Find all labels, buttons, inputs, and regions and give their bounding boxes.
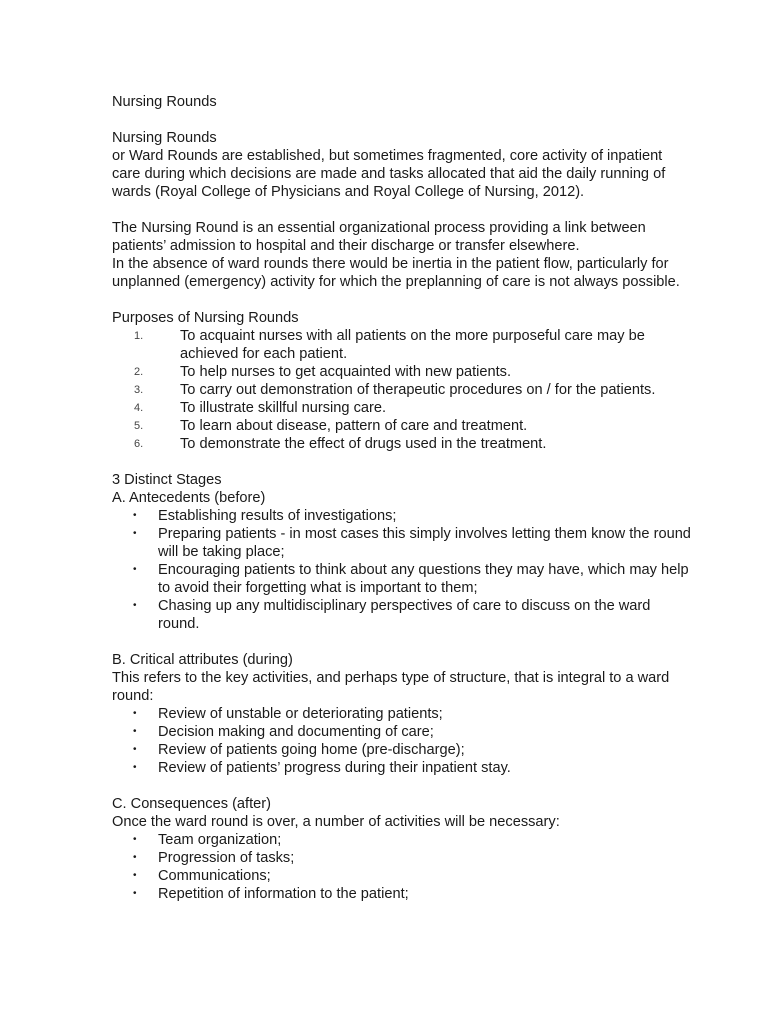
list-item-text: Communications; (158, 868, 271, 884)
consequences-list (112, 831, 692, 903)
list-item (112, 381, 692, 399)
list-item-text: Decision making and documenting of care; (158, 724, 434, 740)
list-item-text: Progression of tasks; (158, 850, 295, 866)
bullet-icon: • (133, 726, 137, 737)
list-item-text: To carry out demonstration of therapeutic procedures on / for the patients. (180, 382, 656, 398)
list-item-text: To acquaint nurses with all patients on the more purposeful care may be achieved for each patient. (180, 328, 645, 362)
bullet-icon: • (133, 888, 137, 899)
list-number: 1. (134, 330, 144, 342)
stages-heading: 3 Distinct Stages (112, 472, 222, 488)
list-item (112, 435, 692, 453)
list-item (112, 723, 692, 741)
list-item-text: To learn about disease, pattern of care and treatment. (180, 418, 528, 434)
critical-attributes-text: This refers to the key activities, and perhaps type of structure, that is integral to a ward round: (112, 670, 670, 704)
list-item-text: Review of unstable or deteriorating patients; (158, 706, 443, 722)
list-item (112, 597, 692, 633)
list-item-text: Encouraging patients to think about any questions they may have, which may help to avoid their forgetting what is important to them; (158, 562, 689, 596)
list-item (112, 327, 692, 363)
intro-paragraph: or Ward Rounds are established, but sometimes fragmented, core activity of inpatient care during which decisions are made and tasks allocated that aid the daily running of wards (Royal College of Physicians and Royal College of Nursing, 2012). (112, 148, 666, 200)
list-number: 6. (134, 438, 144, 450)
list-item (112, 507, 692, 525)
paragraph-absence-of-rounds: In the absence of ward rounds there would be inertia in the patient flow, particularly for unplanned (emergency) activity for which the preplanning of care is not always possible. (112, 256, 680, 290)
bullet-icon: • (133, 762, 137, 773)
document-title: Nursing Rounds (112, 94, 217, 110)
list-number: 3. (134, 384, 144, 396)
bullet-icon: • (133, 528, 137, 539)
list-item (112, 867, 692, 885)
consequences-heading: C. Consequences (after) (112, 796, 271, 812)
list-item-text: Review of patients’ progress during their inpatient stay. (158, 760, 511, 776)
list-item-text: Establishing results of investigations; (158, 508, 397, 524)
paragraph-organizational-process: The Nursing Round is an essential organizational process providing a link between patients’ admission to hospital and their discharge or transfer elsewhere. (112, 220, 646, 254)
list-item-text: Chasing up any multidisciplinary perspectives of care to discuss on the ward round. (158, 598, 651, 632)
purposes-list (112, 327, 692, 453)
antecedents-list (112, 507, 692, 633)
list-item-text: To help nurses to get acquainted with new patients. (180, 364, 512, 380)
list-item (112, 759, 692, 777)
antecedents-heading: A. Antecedents (before) (112, 490, 266, 506)
list-item-text: To illustrate skillful nursing care. (180, 400, 387, 416)
list-number: 4. (134, 402, 144, 414)
list-item (112, 525, 692, 561)
list-item (112, 741, 692, 759)
critical-attributes-heading: B. Critical attributes (during) (112, 652, 293, 668)
list-item (112, 885, 692, 903)
list-item (112, 561, 692, 597)
list-item-text: Team organization; (158, 832, 282, 848)
list-item (112, 417, 692, 435)
list-item-text: Preparing patients - in most cases this simply involves letting them know the round will be taking place; (158, 526, 691, 560)
list-item-text: Review of patients going home (pre-discharge); (158, 742, 465, 758)
bullet-icon: • (133, 870, 137, 881)
list-item (112, 849, 692, 867)
consequences-text: Once the ward round is over, a number of activities will be necessary: (112, 814, 560, 830)
bullet-icon: • (133, 564, 137, 575)
purposes-heading: Purposes of Nursing Rounds (112, 310, 299, 326)
document-page (112, 93, 692, 903)
bullet-icon: • (133, 510, 137, 521)
list-number: 5. (134, 420, 144, 432)
critical-attributes-list (112, 705, 692, 777)
bullet-icon: • (133, 852, 137, 863)
bullet-icon: • (133, 834, 137, 845)
bullet-icon: • (133, 744, 137, 755)
list-item (112, 831, 692, 849)
list-item (112, 705, 692, 723)
list-item-text: Repetition of information to the patient; (158, 886, 409, 902)
list-item-text: To demonstrate the effect of drugs used in the treatment. (180, 436, 547, 452)
list-item (112, 399, 692, 417)
list-item (112, 363, 692, 381)
intro-heading: Nursing Rounds (112, 130, 217, 146)
bullet-icon: • (133, 708, 137, 719)
bullet-icon: • (133, 600, 137, 611)
list-number: 2. (134, 366, 144, 378)
